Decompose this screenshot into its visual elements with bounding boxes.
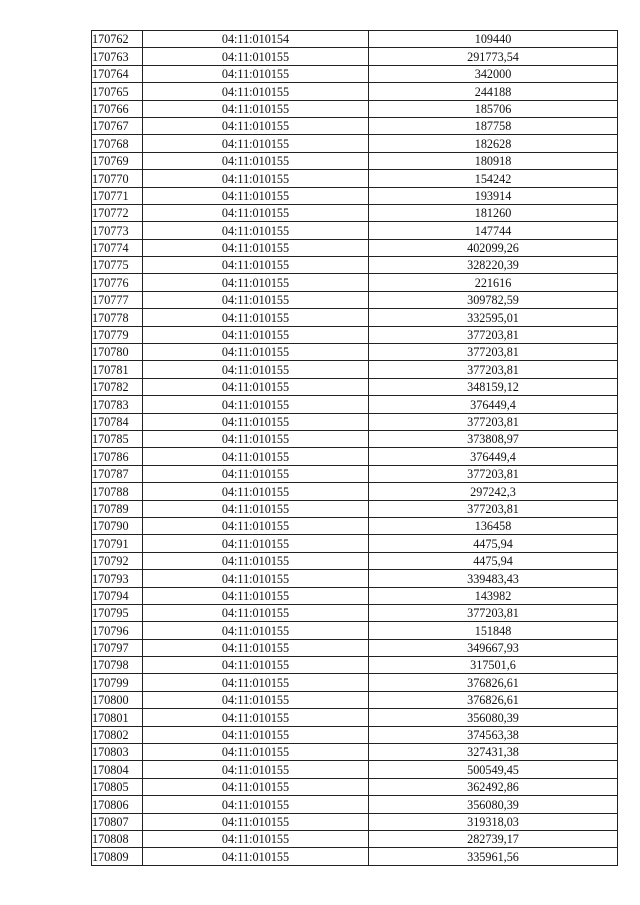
row-id-cell: 170785 <box>92 430 143 447</box>
value-cell: 147744 <box>369 222 618 239</box>
row-id-cell: 170776 <box>92 274 143 291</box>
cadastral-number-cell: 04:11:010155 <box>143 830 369 847</box>
value-cell: 332595,01 <box>369 309 618 326</box>
cadastral-number-cell: 04:11:010155 <box>143 152 369 169</box>
row-id-cell: 170800 <box>92 691 143 708</box>
value-cell: 328220,39 <box>369 257 618 274</box>
cadastral-number-cell: 04:11:010155 <box>143 257 369 274</box>
table-row <box>92 622 618 639</box>
row-id-cell: 170802 <box>92 726 143 743</box>
table-row <box>92 761 618 778</box>
cadastral-number-cell: 04:11:010155 <box>143 587 369 604</box>
cadastral-number-cell: 04:11:010155 <box>143 291 369 308</box>
cadastral-number-cell: 04:11:010155 <box>143 413 369 430</box>
table-row <box>92 691 618 708</box>
table-row <box>92 848 618 865</box>
value-cell: 342000 <box>369 65 618 82</box>
table-row <box>92 361 618 378</box>
value-cell: 182628 <box>369 135 618 152</box>
value-cell: 109440 <box>369 31 618 48</box>
value-cell: 244188 <box>369 83 618 100</box>
row-id-cell: 170808 <box>92 830 143 847</box>
value-cell: 185706 <box>369 100 618 117</box>
row-id-cell: 170798 <box>92 657 143 674</box>
row-id-cell: 170770 <box>92 170 143 187</box>
value-cell: 4475,94 <box>369 552 618 569</box>
table-row <box>92 517 618 534</box>
table-row <box>92 135 618 152</box>
row-id-cell: 170769 <box>92 152 143 169</box>
cadastral-number-cell: 04:11:010155 <box>143 100 369 117</box>
table-row <box>92 152 618 169</box>
value-cell: 221616 <box>369 274 618 291</box>
value-cell: 374563,38 <box>369 726 618 743</box>
cadastral-number-cell: 04:11:010155 <box>143 170 369 187</box>
table-row <box>92 709 618 726</box>
row-id-cell: 170805 <box>92 778 143 795</box>
table-row <box>92 413 618 430</box>
cadastral-number-cell: 04:11:010155 <box>143 239 369 256</box>
value-cell: 376449,4 <box>369 396 618 413</box>
value-cell: 500549,45 <box>369 761 618 778</box>
value-cell: 193914 <box>369 187 618 204</box>
table-row <box>92 378 618 395</box>
cadastral-number-cell: 04:11:010155 <box>143 535 369 552</box>
value-cell: 291773,54 <box>369 48 618 65</box>
value-cell: 376826,61 <box>369 674 618 691</box>
cadastral-number-cell: 04:11:010155 <box>143 83 369 100</box>
table-row <box>92 813 618 830</box>
value-cell: 181260 <box>369 204 618 221</box>
cadastral-number-cell: 04:11:010155 <box>143 396 369 413</box>
row-id-cell: 170786 <box>92 448 143 465</box>
row-id-cell: 170795 <box>92 604 143 621</box>
cadastral-number-cell: 04:11:010155 <box>143 274 369 291</box>
value-cell: 154242 <box>369 170 618 187</box>
cadastral-number-cell: 04:11:010155 <box>143 430 369 447</box>
cadastral-number-cell: 04:11:010155 <box>143 796 369 813</box>
cadastral-number-cell: 04:11:010155 <box>143 204 369 221</box>
row-id-cell: 170773 <box>92 222 143 239</box>
table-row <box>92 204 618 221</box>
value-cell: 402099,26 <box>369 239 618 256</box>
value-cell: 297242,3 <box>369 483 618 500</box>
table-row <box>92 778 618 795</box>
table-row <box>92 100 618 117</box>
value-cell: 377203,81 <box>369 361 618 378</box>
row-id-cell: 170767 <box>92 117 143 134</box>
table-row <box>92 587 618 604</box>
value-cell: 373808,97 <box>369 430 618 447</box>
row-id-cell: 170765 <box>92 83 143 100</box>
table-row <box>92 726 618 743</box>
table-row <box>92 448 618 465</box>
row-id-cell: 170771 <box>92 187 143 204</box>
row-id-cell: 170784 <box>92 413 143 430</box>
row-id-cell: 170796 <box>92 622 143 639</box>
cadastral-number-cell: 04:11:010155 <box>143 187 369 204</box>
value-cell: 187758 <box>369 117 618 134</box>
cadastral-number-cell: 04:11:010155 <box>143 639 369 656</box>
value-cell: 377203,81 <box>369 500 618 517</box>
row-id-cell: 170797 <box>92 639 143 656</box>
row-id-cell: 170790 <box>92 517 143 534</box>
table-row <box>92 31 618 48</box>
value-cell: 319318,03 <box>369 813 618 830</box>
row-id-cell: 170801 <box>92 709 143 726</box>
table-row <box>92 274 618 291</box>
table-row <box>92 48 618 65</box>
row-id-cell: 170793 <box>92 570 143 587</box>
cadastral-number-cell: 04:11:010155 <box>143 657 369 674</box>
value-cell: 349667,93 <box>369 639 618 656</box>
cadastral-number-cell: 04:11:010155 <box>143 309 369 326</box>
value-cell: 377203,81 <box>369 465 618 482</box>
value-cell: 151848 <box>369 622 618 639</box>
row-id-cell: 170809 <box>92 848 143 865</box>
row-id-cell: 170803 <box>92 744 143 761</box>
row-id-cell: 170787 <box>92 465 143 482</box>
table-row <box>92 500 618 517</box>
cadastral-number-cell: 04:11:010155 <box>143 691 369 708</box>
value-cell: 376826,61 <box>369 691 618 708</box>
row-id-cell: 170762 <box>92 31 143 48</box>
cadastral-number-cell: 04:11:010155 <box>143 517 369 534</box>
table-row <box>92 604 618 621</box>
table-row <box>92 483 618 500</box>
table-row <box>92 657 618 674</box>
row-id-cell: 170782 <box>92 378 143 395</box>
table-row <box>92 570 618 587</box>
value-cell: 377203,81 <box>369 344 618 361</box>
cadastral-number-cell: 04:11:010155 <box>143 570 369 587</box>
table-row <box>92 117 618 134</box>
row-id-cell: 170783 <box>92 396 143 413</box>
row-id-cell: 170774 <box>92 239 143 256</box>
cadastral-number-cell: 04:11:010155 <box>143 604 369 621</box>
table-row <box>92 396 618 413</box>
value-cell: 309782,59 <box>369 291 618 308</box>
cadastral-number-cell: 04:11:010155 <box>143 344 369 361</box>
value-cell: 317501,6 <box>369 657 618 674</box>
row-id-cell: 170768 <box>92 135 143 152</box>
table-row <box>92 187 618 204</box>
table-body <box>92 31 618 866</box>
row-id-cell: 170779 <box>92 326 143 343</box>
row-id-cell: 170766 <box>92 100 143 117</box>
row-id-cell: 170807 <box>92 813 143 830</box>
row-id-cell: 170763 <box>92 48 143 65</box>
row-id-cell: 170806 <box>92 796 143 813</box>
data-table <box>91 30 618 866</box>
table-row <box>92 830 618 847</box>
row-id-cell: 170772 <box>92 204 143 221</box>
cadastral-number-cell: 04:11:010155 <box>143 744 369 761</box>
row-id-cell: 170775 <box>92 257 143 274</box>
cadastral-number-cell: 04:11:010155 <box>143 465 369 482</box>
cadastral-number-cell: 04:11:010155 <box>143 117 369 134</box>
row-id-cell: 170789 <box>92 500 143 517</box>
cadastral-number-cell: 04:11:010155 <box>143 813 369 830</box>
row-id-cell: 170791 <box>92 535 143 552</box>
value-cell: 377203,81 <box>369 604 618 621</box>
row-id-cell: 170780 <box>92 344 143 361</box>
row-id-cell: 170804 <box>92 761 143 778</box>
value-cell: 335961,56 <box>369 848 618 865</box>
table-row <box>92 674 618 691</box>
cadastral-number-cell: 04:11:010155 <box>143 483 369 500</box>
cadastral-number-cell: 04:11:010154 <box>143 31 369 48</box>
value-cell: 348159,12 <box>369 378 618 395</box>
table-row <box>92 309 618 326</box>
value-cell: 362492,86 <box>369 778 618 795</box>
value-cell: 180918 <box>369 152 618 169</box>
cadastral-number-cell: 04:11:010155 <box>143 552 369 569</box>
value-cell: 282739,17 <box>369 830 618 847</box>
value-cell: 136458 <box>369 517 618 534</box>
table-row <box>92 744 618 761</box>
table-row <box>92 344 618 361</box>
value-cell: 376449,4 <box>369 448 618 465</box>
table-row <box>92 465 618 482</box>
table-row <box>92 170 618 187</box>
cadastral-number-cell: 04:11:010155 <box>143 622 369 639</box>
cadastral-number-cell: 04:11:010155 <box>143 778 369 795</box>
cadastral-number-cell: 04:11:010155 <box>143 500 369 517</box>
table-row <box>92 222 618 239</box>
cadastral-number-cell: 04:11:010155 <box>143 222 369 239</box>
cadastral-number-cell: 04:11:010155 <box>143 65 369 82</box>
table-row <box>92 639 618 656</box>
cadastral-number-cell: 04:11:010155 <box>143 326 369 343</box>
table-row <box>92 552 618 569</box>
table-row <box>92 430 618 447</box>
value-cell: 356080,39 <box>369 796 618 813</box>
cadastral-number-cell: 04:11:010155 <box>143 761 369 778</box>
cadastral-number-cell: 04:11:010155 <box>143 135 369 152</box>
cadastral-number-cell: 04:11:010155 <box>143 48 369 65</box>
table-row <box>92 65 618 82</box>
row-id-cell: 170777 <box>92 291 143 308</box>
row-id-cell: 170788 <box>92 483 143 500</box>
table-row <box>92 257 618 274</box>
value-cell: 4475,94 <box>369 535 618 552</box>
value-cell: 377203,81 <box>369 326 618 343</box>
row-id-cell: 170781 <box>92 361 143 378</box>
row-id-cell: 170794 <box>92 587 143 604</box>
table-row <box>92 291 618 308</box>
table-row <box>92 239 618 256</box>
cadastral-number-cell: 04:11:010155 <box>143 726 369 743</box>
table-row <box>92 796 618 813</box>
table-row <box>92 326 618 343</box>
row-id-cell: 170799 <box>92 674 143 691</box>
table-row <box>92 535 618 552</box>
value-cell: 339483,43 <box>369 570 618 587</box>
cadastral-number-cell: 04:11:010155 <box>143 448 369 465</box>
cadastral-number-cell: 04:11:010155 <box>143 848 369 865</box>
cadastral-number-cell: 04:11:010155 <box>143 378 369 395</box>
table-row <box>92 83 618 100</box>
cadastral-number-cell: 04:11:010155 <box>143 674 369 691</box>
row-id-cell: 170792 <box>92 552 143 569</box>
value-cell: 377203,81 <box>369 413 618 430</box>
row-id-cell: 170764 <box>92 65 143 82</box>
cadastral-number-cell: 04:11:010155 <box>143 361 369 378</box>
value-cell: 356080,39 <box>369 709 618 726</box>
row-id-cell: 170778 <box>92 309 143 326</box>
value-cell: 327431,38 <box>369 744 618 761</box>
cadastral-number-cell: 04:11:010155 <box>143 709 369 726</box>
value-cell: 143982 <box>369 587 618 604</box>
